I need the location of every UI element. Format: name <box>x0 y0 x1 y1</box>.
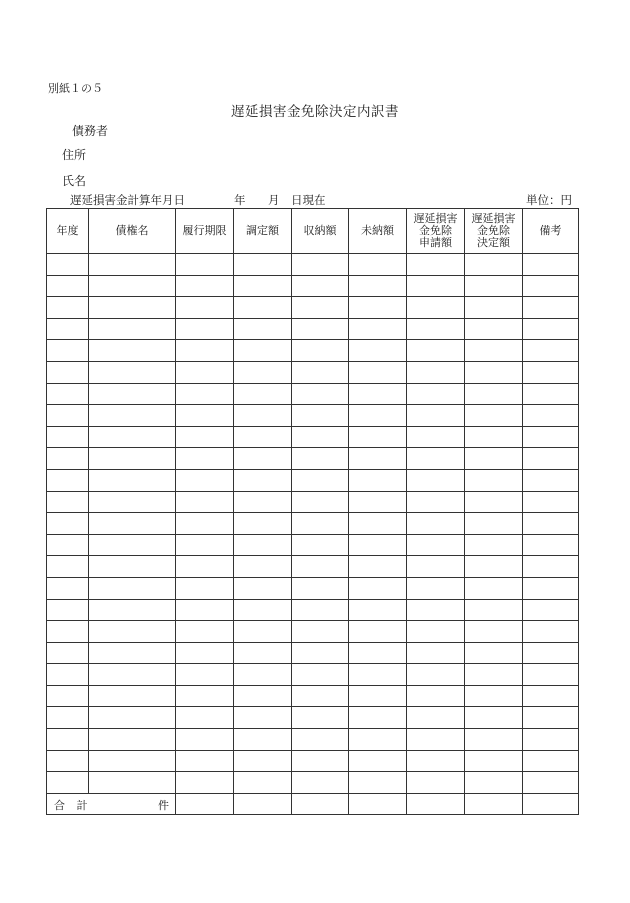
cell-remarks[interactable] <box>523 383 579 405</box>
cell-decided[interactable] <box>465 577 523 599</box>
cell-claim-name[interactable] <box>89 448 176 470</box>
cell-assessed[interactable] <box>234 534 292 556</box>
cell-decided[interactable] <box>465 448 523 470</box>
cell-remarks[interactable] <box>523 707 579 729</box>
cell-remarks[interactable] <box>523 275 579 297</box>
cell-due-date[interactable] <box>176 318 234 340</box>
table-row <box>47 556 579 578</box>
table-row <box>47 577 579 599</box>
cell-collected[interactable] <box>292 577 349 599</box>
cell-claim-name[interactable] <box>89 750 176 772</box>
cell-requested[interactable] <box>407 275 465 297</box>
header-fiscal-year: 年度 <box>47 209 89 254</box>
calc-date-label: 遅延損害金計算年月日 <box>70 193 185 207</box>
cell-fiscal-year[interactable] <box>47 361 89 383</box>
cell-remarks[interactable] <box>523 361 579 383</box>
cell-claim-name[interactable] <box>89 318 176 340</box>
cell-fiscal-year[interactable] <box>47 297 89 319</box>
total-label-cell <box>47 793 176 814</box>
cell-fiscal-year[interactable] <box>47 642 89 664</box>
name-label: 氏名 <box>62 174 87 188</box>
cell-unpaid[interactable] <box>349 405 407 427</box>
cell-decided[interactable] <box>465 599 523 621</box>
cell-due-date[interactable] <box>176 664 234 686</box>
cell-unpaid[interactable] <box>349 340 407 362</box>
cell-unpaid[interactable] <box>349 426 407 448</box>
cell-collected[interactable] <box>292 772 349 794</box>
cell-decided[interactable] <box>465 664 523 686</box>
cell-requested[interactable] <box>407 426 465 448</box>
cell-remarks[interactable] <box>523 729 579 751</box>
cell-decided[interactable] <box>465 297 523 319</box>
cell-claim-name[interactable] <box>89 405 176 427</box>
cell-assessed[interactable] <box>234 577 292 599</box>
cell-due-date[interactable] <box>176 275 234 297</box>
cell-assessed[interactable] <box>234 707 292 729</box>
cell-collected[interactable] <box>292 621 349 643</box>
cell-unpaid[interactable] <box>349 491 407 513</box>
cell-collected[interactable] <box>292 318 349 340</box>
cell-fiscal-year[interactable] <box>47 469 89 491</box>
cell-unpaid[interactable] <box>349 448 407 470</box>
total-cell-decided[interactable] <box>465 793 523 814</box>
cell-decided[interactable] <box>465 621 523 643</box>
table-row <box>47 642 579 664</box>
cell-assessed[interactable] <box>234 491 292 513</box>
cell-unpaid[interactable] <box>349 685 407 707</box>
cell-collected[interactable] <box>292 729 349 751</box>
cell-decided[interactable] <box>465 383 523 405</box>
cell-assessed[interactable] <box>234 448 292 470</box>
cell-assessed[interactable] <box>234 318 292 340</box>
cell-fiscal-year[interactable] <box>47 556 89 578</box>
cell-collected[interactable] <box>292 254 349 276</box>
cell-assessed[interactable] <box>234 599 292 621</box>
cell-fiscal-year[interactable] <box>47 707 89 729</box>
cell-due-date[interactable] <box>176 577 234 599</box>
table-row <box>47 664 579 686</box>
cell-due-date[interactable] <box>176 534 234 556</box>
cell-unpaid[interactable] <box>349 599 407 621</box>
cell-due-date[interactable] <box>176 448 234 470</box>
unit-label: 単位：円 <box>526 193 572 207</box>
document-title: 遅延損害金免除決定内訳書 <box>231 104 399 120</box>
cell-assessed[interactable] <box>234 642 292 664</box>
cell-unpaid[interactable] <box>349 556 407 578</box>
cell-remarks[interactable] <box>523 685 579 707</box>
cell-decided[interactable] <box>465 513 523 535</box>
cell-assessed[interactable] <box>234 621 292 643</box>
cell-due-date[interactable] <box>176 599 234 621</box>
cell-due-date[interactable] <box>176 426 234 448</box>
cell-due-date[interactable] <box>176 707 234 729</box>
breakdown-table <box>46 208 579 815</box>
cell-claim-name[interactable] <box>89 297 176 319</box>
cell-fiscal-year[interactable] <box>47 275 89 297</box>
cell-decided[interactable] <box>465 491 523 513</box>
cell-requested[interactable] <box>407 707 465 729</box>
table-row <box>47 383 579 405</box>
cell-unpaid[interactable] <box>349 318 407 340</box>
cell-decided[interactable] <box>465 469 523 491</box>
cell-remarks[interactable] <box>523 254 579 276</box>
cell-requested[interactable] <box>407 772 465 794</box>
cell-fiscal-year[interactable] <box>47 448 89 470</box>
cell-claim-name[interactable] <box>89 275 176 297</box>
cell-unpaid[interactable] <box>349 469 407 491</box>
year-label: 年 <box>234 193 246 207</box>
cell-due-date[interactable] <box>176 621 234 643</box>
total-cell-requested[interactable] <box>407 793 465 814</box>
cell-claim-name[interactable] <box>89 599 176 621</box>
total-row <box>47 793 579 814</box>
cell-requested[interactable] <box>407 513 465 535</box>
cell-remarks[interactable] <box>523 448 579 470</box>
cell-collected[interactable] <box>292 750 349 772</box>
cell-unpaid[interactable] <box>349 577 407 599</box>
cell-fiscal-year[interactable] <box>47 685 89 707</box>
header-unpaid-amount: 未納額 <box>349 209 407 254</box>
cell-claim-name[interactable] <box>89 469 176 491</box>
header-claim-name: 債権名 <box>89 209 176 254</box>
cell-decided[interactable] <box>465 729 523 751</box>
cell-collected[interactable] <box>292 275 349 297</box>
cell-due-date[interactable] <box>176 361 234 383</box>
cell-assessed[interactable] <box>234 426 292 448</box>
cell-decided[interactable] <box>465 772 523 794</box>
cell-unpaid[interactable] <box>349 254 407 276</box>
cell-requested[interactable] <box>407 405 465 427</box>
cell-fiscal-year[interactable] <box>47 405 89 427</box>
cell-claim-name[interactable] <box>89 534 176 556</box>
cell-remarks[interactable] <box>523 491 579 513</box>
count-unit: 件 <box>158 798 169 812</box>
cell-claim-name[interactable] <box>89 556 176 578</box>
cell-decided[interactable] <box>465 556 523 578</box>
cell-collected[interactable] <box>292 556 349 578</box>
table-row <box>47 513 579 535</box>
cell-remarks[interactable] <box>523 599 579 621</box>
cell-claim-name[interactable] <box>89 491 176 513</box>
cell-requested[interactable] <box>407 469 465 491</box>
cell-collected[interactable] <box>292 664 349 686</box>
cell-collected[interactable] <box>292 642 349 664</box>
cell-decided[interactable] <box>465 534 523 556</box>
table-row <box>47 599 579 621</box>
table-row <box>47 361 579 383</box>
cell-fiscal-year[interactable] <box>47 772 89 794</box>
cell-due-date[interactable] <box>176 254 234 276</box>
cell-assessed[interactable] <box>234 685 292 707</box>
cell-assessed[interactable] <box>234 383 292 405</box>
table-row <box>47 405 579 427</box>
cell-assessed[interactable] <box>234 297 292 319</box>
table-row <box>47 491 579 513</box>
cell-due-date[interactable] <box>176 556 234 578</box>
table-row <box>47 707 579 729</box>
cell-unpaid[interactable] <box>349 707 407 729</box>
cell-requested[interactable] <box>407 685 465 707</box>
cell-unpaid[interactable] <box>349 642 407 664</box>
cell-fiscal-year[interactable] <box>47 664 89 686</box>
cell-requested[interactable] <box>407 642 465 664</box>
cell-requested[interactable] <box>407 621 465 643</box>
total-cell-collected[interactable] <box>292 793 349 814</box>
cell-collected[interactable] <box>292 685 349 707</box>
cell-requested[interactable] <box>407 318 465 340</box>
cell-unpaid[interactable] <box>349 275 407 297</box>
cell-assessed[interactable] <box>234 513 292 535</box>
cell-unpaid[interactable] <box>349 621 407 643</box>
cell-claim-name[interactable] <box>89 685 176 707</box>
cell-requested[interactable] <box>407 664 465 686</box>
cell-claim-name[interactable] <box>89 426 176 448</box>
cell-collected[interactable] <box>292 426 349 448</box>
cell-remarks[interactable] <box>523 664 579 686</box>
cell-remarks[interactable] <box>523 534 579 556</box>
cell-remarks[interactable] <box>523 577 579 599</box>
cell-fiscal-year[interactable] <box>47 340 89 362</box>
cell-fiscal-year[interactable] <box>47 599 89 621</box>
cell-unpaid[interactable] <box>349 534 407 556</box>
cell-remarks[interactable] <box>523 513 579 535</box>
table-row <box>47 772 579 794</box>
total-cell-due-date[interactable] <box>176 793 234 814</box>
cell-unpaid[interactable] <box>349 729 407 751</box>
table-row <box>47 685 579 707</box>
cell-fiscal-year[interactable] <box>47 621 89 643</box>
table-row <box>47 426 579 448</box>
cell-claim-name[interactable] <box>89 729 176 751</box>
address-label: 住所 <box>62 148 87 162</box>
cell-requested[interactable] <box>407 254 465 276</box>
day-label: 日現在 <box>291 193 326 207</box>
total-label: 合 計 <box>54 798 92 812</box>
cell-decided[interactable] <box>465 361 523 383</box>
cell-remarks[interactable] <box>523 318 579 340</box>
cell-due-date[interactable] <box>176 340 234 362</box>
cell-collected[interactable] <box>292 707 349 729</box>
cell-requested[interactable] <box>407 534 465 556</box>
cell-unpaid[interactable] <box>349 772 407 794</box>
cell-fiscal-year[interactable] <box>47 577 89 599</box>
cell-collected[interactable] <box>292 513 349 535</box>
table-row <box>47 448 579 470</box>
cell-collected[interactable] <box>292 469 349 491</box>
cell-requested[interactable] <box>407 577 465 599</box>
header-exemption-requested: 遅延損害 金免除 申請額 <box>407 209 465 254</box>
cell-claim-name[interactable] <box>89 664 176 686</box>
debtor-label: 債務者 <box>72 124 109 138</box>
cell-claim-name[interactable] <box>89 383 176 405</box>
cell-claim-name[interactable] <box>89 642 176 664</box>
table-row <box>47 340 579 362</box>
table-row <box>47 297 579 319</box>
cell-requested[interactable] <box>407 750 465 772</box>
cell-assessed[interactable] <box>234 275 292 297</box>
cell-collected[interactable] <box>292 448 349 470</box>
cell-requested[interactable] <box>407 556 465 578</box>
cell-claim-name[interactable] <box>89 361 176 383</box>
cell-unpaid[interactable] <box>349 513 407 535</box>
cell-due-date[interactable] <box>176 491 234 513</box>
cell-due-date[interactable] <box>176 750 234 772</box>
cell-collected[interactable] <box>292 599 349 621</box>
cell-assessed[interactable] <box>234 254 292 276</box>
cell-collected[interactable] <box>292 405 349 427</box>
cell-fiscal-year[interactable] <box>47 318 89 340</box>
cell-unpaid[interactable] <box>349 750 407 772</box>
cell-decided[interactable] <box>465 275 523 297</box>
cell-unpaid[interactable] <box>349 361 407 383</box>
cell-due-date[interactable] <box>176 642 234 664</box>
cell-remarks[interactable] <box>523 469 579 491</box>
cell-claim-name[interactable] <box>89 621 176 643</box>
cell-decided[interactable] <box>465 254 523 276</box>
cell-assessed[interactable] <box>234 729 292 751</box>
table-row <box>47 254 579 276</box>
cell-collected[interactable] <box>292 297 349 319</box>
cell-assessed[interactable] <box>234 469 292 491</box>
cell-due-date[interactable] <box>176 297 234 319</box>
table-row <box>47 318 579 340</box>
cell-remarks[interactable] <box>523 621 579 643</box>
cell-requested[interactable] <box>407 361 465 383</box>
cell-remarks[interactable] <box>523 642 579 664</box>
cell-collected[interactable] <box>292 383 349 405</box>
header-due-date: 履行期限 <box>176 209 234 254</box>
cell-remarks[interactable] <box>523 750 579 772</box>
cell-claim-name[interactable] <box>89 254 176 276</box>
cell-decided[interactable] <box>465 707 523 729</box>
cell-collected[interactable] <box>292 361 349 383</box>
cell-requested[interactable] <box>407 340 465 362</box>
cell-requested[interactable] <box>407 297 465 319</box>
cell-assessed[interactable] <box>234 361 292 383</box>
cell-remarks[interactable] <box>523 297 579 319</box>
calc-date-line <box>70 192 326 208</box>
cell-remarks[interactable] <box>523 772 579 794</box>
table-body <box>47 254 579 794</box>
header-exemption-decided: 遅延損害 金免除 決定額 <box>465 209 523 254</box>
table-row <box>47 729 579 751</box>
cell-collected[interactable] <box>292 491 349 513</box>
cell-assessed[interactable] <box>234 405 292 427</box>
cell-remarks[interactable] <box>523 556 579 578</box>
cell-due-date[interactable] <box>176 729 234 751</box>
cell-collected[interactable] <box>292 534 349 556</box>
table-row <box>47 621 579 643</box>
cell-unpaid[interactable] <box>349 664 407 686</box>
table-row <box>47 469 579 491</box>
table-row <box>47 750 579 772</box>
cell-claim-name[interactable] <box>89 577 176 599</box>
cell-fiscal-year[interactable] <box>47 513 89 535</box>
cell-due-date[interactable] <box>176 685 234 707</box>
cell-due-date[interactable] <box>176 469 234 491</box>
cell-fiscal-year[interactable] <box>47 729 89 751</box>
cell-claim-name[interactable] <box>89 340 176 362</box>
cell-assessed[interactable] <box>234 556 292 578</box>
cell-decided[interactable] <box>465 750 523 772</box>
cell-claim-name[interactable] <box>89 772 176 794</box>
header-assessed-amount: 調定額 <box>234 209 292 254</box>
table-row <box>47 275 579 297</box>
total-cell-remarks[interactable] <box>523 793 579 814</box>
cell-due-date[interactable] <box>176 772 234 794</box>
attachment-number: 別紙１の５ <box>48 82 103 95</box>
cell-assessed[interactable] <box>234 664 292 686</box>
cell-due-date[interactable] <box>176 383 234 405</box>
cell-fiscal-year[interactable] <box>47 426 89 448</box>
cell-requested[interactable] <box>407 491 465 513</box>
cell-unpaid[interactable] <box>349 297 407 319</box>
cell-requested[interactable] <box>407 383 465 405</box>
cell-fiscal-year[interactable] <box>47 254 89 276</box>
cell-due-date[interactable] <box>176 513 234 535</box>
total-cell-unpaid[interactable] <box>349 793 407 814</box>
cell-due-date[interactable] <box>176 405 234 427</box>
month-label: 月 <box>268 193 280 207</box>
cell-requested[interactable] <box>407 599 465 621</box>
cell-decided[interactable] <box>465 340 523 362</box>
cell-decided[interactable] <box>465 405 523 427</box>
cell-assessed[interactable] <box>234 340 292 362</box>
cell-unpaid[interactable] <box>349 383 407 405</box>
cell-requested[interactable] <box>407 729 465 751</box>
cell-requested[interactable] <box>407 448 465 470</box>
cell-fiscal-year[interactable] <box>47 750 89 772</box>
cell-decided[interactable] <box>465 642 523 664</box>
cell-assessed[interactable] <box>234 750 292 772</box>
total-cell-assessed[interactable] <box>234 793 292 814</box>
cell-assessed[interactable] <box>234 772 292 794</box>
cell-decided[interactable] <box>465 685 523 707</box>
cell-fiscal-year[interactable] <box>47 491 89 513</box>
cell-remarks[interactable] <box>523 340 579 362</box>
cell-decided[interactable] <box>465 318 523 340</box>
cell-claim-name[interactable] <box>89 513 176 535</box>
cell-collected[interactable] <box>292 340 349 362</box>
cell-remarks[interactable] <box>523 426 579 448</box>
cell-claim-name[interactable] <box>89 707 176 729</box>
table-row <box>47 534 579 556</box>
cell-fiscal-year[interactable] <box>47 534 89 556</box>
header-remarks: 備考 <box>523 209 579 254</box>
header-row <box>47 209 579 254</box>
cell-decided[interactable] <box>465 426 523 448</box>
header-collected-amount: 収納額 <box>292 209 349 254</box>
cell-fiscal-year[interactable] <box>47 383 89 405</box>
cell-remarks[interactable] <box>523 405 579 427</box>
